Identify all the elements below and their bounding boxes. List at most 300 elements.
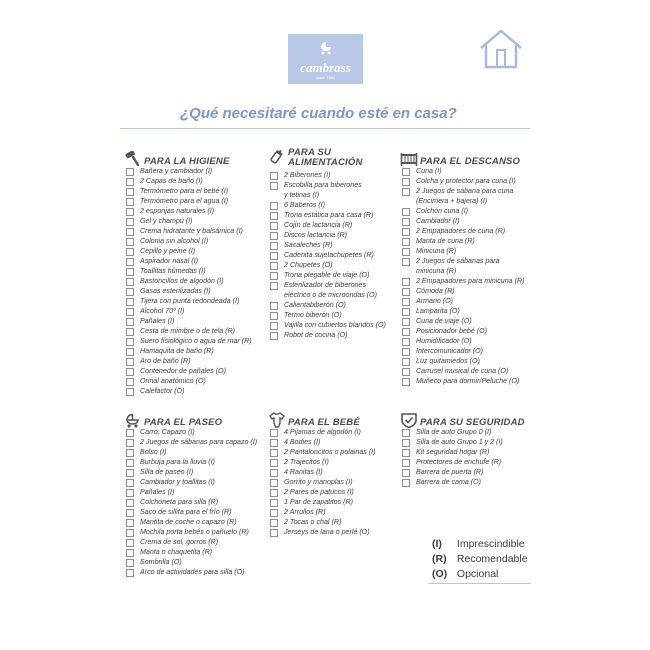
legend-code: (R)	[432, 553, 447, 565]
checklist-item-label: 2 esponjas naturales (I)	[140, 207, 215, 215]
checklist-item	[124, 226, 264, 236]
checkbox[interactable]	[126, 479, 134, 487]
checkbox[interactable]	[402, 178, 410, 186]
checklist-item	[400, 467, 540, 477]
home-icon	[478, 28, 524, 70]
checklist-item	[268, 300, 396, 310]
checklist	[400, 427, 540, 487]
checkbox[interactable]	[270, 282, 278, 290]
checkbox[interactable]	[126, 529, 134, 537]
section-paseo	[124, 412, 264, 577]
checklist-item-label: 4 Ranitas (I)	[284, 468, 323, 476]
checklist-item-label: 2 Pantaloncitos o polainas (I)	[284, 448, 376, 456]
checklist-item	[124, 326, 264, 336]
checkbox[interactable]	[402, 338, 410, 346]
checklist-item-label: 2 Juegos de sábanas para minicuna (R)	[416, 257, 500, 275]
checkbox[interactable]	[126, 318, 134, 326]
checklist-item-label: Protectores de enchufe (R)	[416, 458, 502, 466]
checklist-item-label: 2 Empapadores de cuna (R)	[416, 227, 506, 235]
checklist-item-label: Manta de cuna (R)	[416, 237, 475, 245]
checkbox[interactable]	[402, 308, 410, 316]
checklist-item	[124, 176, 264, 186]
checkbox[interactable]	[402, 218, 410, 226]
section-title: PARA SU SEGURIDAD	[420, 417, 525, 428]
legend-row	[432, 537, 528, 552]
checklist-item-label: Aro de baño (R)	[140, 357, 191, 365]
checklist-item-label: Esterilizador de biberones eléctrico o de microondas (O)	[284, 281, 378, 299]
checkbox[interactable]	[126, 208, 134, 216]
checklist-item-label: Barrera de cama (O)	[416, 478, 482, 486]
checklist-item-label: Cojín de lactancia (R)	[284, 221, 353, 229]
checklist-item-label: Silla de paseo (I)	[140, 468, 194, 476]
checklist-item	[268, 497, 396, 507]
checklist-item-label: Gasas esterilizadas (I)	[140, 287, 211, 295]
checklist-item-label: Cadenita sujetachupetes (R)	[284, 251, 374, 259]
checkbox[interactable]	[126, 288, 134, 296]
checklist-item-label: Intercomunicador (O)	[416, 347, 484, 355]
checklist-item-label: 2 Trajecitos (I)	[284, 458, 329, 466]
checklist-item	[400, 276, 540, 286]
logo-since-text: since 1984	[315, 75, 336, 80]
checklist-item-label: Mochila porta bebés o pañuelo (R)	[140, 528, 249, 536]
section-descanso	[400, 151, 540, 386]
checklist-item-label: Arco de actividades para silla (O)	[140, 568, 245, 576]
checklist-item	[268, 427, 396, 437]
legend-divider	[428, 583, 531, 584]
checklist-item	[124, 286, 264, 296]
checklist-item-label: Cepillo y peine (I)	[140, 247, 196, 255]
checklist-item	[400, 226, 540, 236]
checkbox[interactable]	[270, 332, 278, 340]
checklist	[124, 427, 264, 577]
checklist-item-label: 2 Tocas o chal (R)	[284, 518, 342, 526]
checkbox[interactable]	[126, 248, 134, 256]
checkbox[interactable]	[402, 479, 410, 487]
checklist-item-label: Cómoda (R)	[416, 287, 455, 295]
checkbox[interactable]	[126, 198, 134, 206]
checklist-item	[124, 477, 264, 487]
checklist-item	[124, 166, 264, 176]
checklist-item-label: Sacaleches (R)	[284, 241, 333, 249]
checklist-item	[124, 366, 264, 376]
checklist-item	[400, 376, 540, 386]
checkbox[interactable]	[402, 348, 410, 356]
pram-logo-icon	[319, 41, 333, 55]
checkbox[interactable]	[270, 519, 278, 527]
checklist-item	[268, 330, 396, 340]
checklist-item-label: Muñeco para dormir/Peluche (O)	[416, 377, 520, 385]
checklist-item-label: Mantita de coche o capazo (R)	[140, 518, 237, 526]
checklist-item	[124, 437, 264, 447]
checkbox[interactable]	[126, 459, 134, 467]
checklist-item	[400, 216, 540, 226]
checklist-item-label: Contenedor de pañales (O)	[140, 367, 226, 375]
checklist-item-label: Suero fisiológico o agua de mar (R)	[140, 337, 252, 345]
checklist-item	[124, 236, 264, 246]
section-alimentacion	[268, 148, 396, 340]
checklist-item	[124, 346, 264, 356]
section-title: PARA LA HIGIENE	[144, 156, 230, 167]
checklist-item	[268, 467, 396, 477]
checklist-item-label: Carrusel musical de cuna (O)	[416, 367, 509, 375]
checklist	[124, 166, 264, 396]
checklist-item-label: Humidificador (O)	[416, 337, 472, 345]
checkbox[interactable]	[126, 178, 134, 186]
legend-row	[432, 567, 528, 582]
checklist-item	[124, 517, 264, 527]
checkbox[interactable]	[270, 242, 278, 250]
checklist-item	[124, 537, 264, 547]
checkbox[interactable]	[126, 268, 134, 276]
checklist-item-label: Carro: Capazo (I)	[140, 428, 195, 436]
checklist-item-label: Termo biberón (O)	[284, 311, 342, 319]
checklist-item	[124, 497, 264, 507]
checklist-item	[400, 166, 540, 176]
checklist-item	[268, 517, 396, 527]
checkbox[interactable]	[270, 222, 278, 230]
legend	[432, 537, 528, 582]
checklist-item	[268, 270, 396, 280]
checkbox[interactable]	[126, 358, 134, 366]
checklist-item	[400, 256, 540, 276]
checkbox[interactable]	[270, 252, 278, 260]
checkbox[interactable]	[126, 519, 134, 527]
checklist-item-label: Minicuna (R)	[416, 247, 457, 255]
checkbox[interactable]	[126, 439, 134, 447]
checklist-item	[124, 276, 264, 286]
checklist-item-label: Hamaquita de baño (R)	[140, 347, 214, 355]
checklist-item	[268, 240, 396, 250]
checkbox[interactable]	[126, 278, 134, 286]
checkbox[interactable]	[270, 469, 278, 477]
checkbox[interactable]	[126, 168, 134, 176]
checklist-item-label: 4 Bodies (I)	[284, 438, 321, 446]
checkbox[interactable]	[402, 328, 410, 336]
checkbox[interactable]	[402, 228, 410, 236]
checklist-item-label: Gel y champú (I)	[140, 217, 193, 225]
checklist-item	[400, 366, 540, 376]
checklist-item	[124, 216, 264, 226]
checklist-item	[124, 206, 264, 216]
checklist-item-label: Saco de sillita para el frío (R)	[140, 508, 232, 516]
checklist-item-label: Cambiador (I)	[416, 217, 460, 225]
checkbox[interactable]	[126, 328, 134, 336]
checklist-item	[268, 507, 396, 517]
checklist-item	[400, 477, 540, 487]
checklist-item	[400, 457, 540, 467]
checkbox[interactable]	[402, 449, 410, 457]
checklist-item	[268, 280, 396, 300]
checkbox[interactable]	[126, 549, 134, 557]
checklist-item	[400, 286, 540, 296]
legend-code: (O)	[432, 568, 448, 580]
checkbox[interactable]	[270, 172, 278, 180]
checkbox[interactable]	[126, 539, 134, 547]
legend-code: (I)	[432, 538, 442, 550]
checklist-item-label: 2 Juegos de sábana para cuna (Encimera + bajera) (I)	[416, 187, 514, 205]
checkbox[interactable]	[270, 322, 278, 330]
checklist-item	[400, 296, 540, 306]
checkbox[interactable]	[126, 509, 134, 517]
checkbox[interactable]	[402, 429, 410, 437]
checkbox[interactable]	[126, 258, 134, 266]
checklist-item	[400, 346, 540, 356]
checklist-item-label: Trona estática para casa (R)	[284, 211, 374, 219]
checklist-item-label: 6 Baberos (I)	[284, 201, 326, 209]
checkbox[interactable]	[126, 338, 134, 346]
checkbox[interactable]	[126, 378, 134, 386]
checklist-item	[124, 507, 264, 517]
checkbox[interactable]	[126, 238, 134, 246]
hairbrush-icon	[124, 151, 142, 167]
checklist-item-label: 4 Pijamas de algodón (I)	[284, 428, 361, 436]
checklist-item	[400, 336, 540, 346]
checkbox[interactable]	[126, 308, 134, 316]
legend-label: Recomendable	[456, 553, 528, 565]
checkbox[interactable]	[270, 212, 278, 220]
checkbox[interactable]	[126, 469, 134, 477]
section-bebe	[268, 412, 396, 537]
checklist-item	[400, 326, 540, 336]
checkbox[interactable]	[126, 499, 134, 507]
checklist-item-label: Colchón cuna (I)	[416, 207, 469, 215]
checkbox[interactable]	[270, 479, 278, 487]
checkbox[interactable]	[402, 248, 410, 256]
checkbox[interactable]	[402, 318, 410, 326]
checklist-item-label: 2 Chupetes (O)	[284, 261, 333, 269]
checklist-item	[400, 176, 540, 186]
checklist-item-label: Gorrito y manoplas (I)	[284, 478, 353, 486]
checklist-item	[124, 306, 264, 316]
checklist-item	[124, 487, 264, 497]
checkbox[interactable]	[402, 469, 410, 477]
checklist-item	[124, 186, 264, 196]
checkbox[interactable]	[126, 569, 134, 577]
cambrass-logo	[288, 34, 363, 84]
checkbox[interactable]	[270, 272, 278, 280]
checklist-item-label: Silla de auto Grupo 1 y 2 (I)	[416, 438, 503, 446]
checklist-item-label: Tijera con punta redondeada (I)	[140, 297, 240, 305]
checklist-item	[400, 206, 540, 216]
checklist-item-label: 2 Capas de baño (I)	[140, 177, 203, 185]
checkbox[interactable]	[402, 459, 410, 467]
checklist	[400, 166, 540, 386]
checklist-item-label: Calefactor (O)	[140, 387, 185, 395]
page-title: ¿Qué necesitaré cuando esté en casa?	[180, 105, 457, 122]
checklist-item-label: Colcha y protector para cuna (I)	[416, 177, 516, 185]
checklist-item-label: 2 Pares de patucos (I)	[284, 488, 354, 496]
checkbox[interactable]	[126, 449, 134, 457]
title-divider	[120, 128, 530, 129]
checklist-item	[400, 316, 540, 326]
checklist-item-label: Alcohol 70º (I)	[140, 307, 185, 315]
checklist-item-label: Termómetro para el agua (I)	[140, 197, 229, 205]
checklist-item	[400, 437, 540, 447]
checkbox[interactable]	[270, 182, 278, 190]
checklist-item	[268, 170, 396, 180]
checklist-item-label: Discos lactancia (R)	[284, 231, 348, 239]
checklist-item-label: Sombrilla (O)	[140, 558, 182, 566]
checkbox[interactable]	[126, 429, 134, 437]
checklist-item	[268, 180, 396, 200]
checklist-item-label: Termómetro para el bebé (I)	[140, 187, 229, 195]
crib-icon	[400, 151, 418, 167]
section-seguridad	[400, 412, 540, 487]
checklist-item-label: Crema hidratante y balsámica (I)	[140, 227, 243, 235]
checklist-item-label: Cambiador y toallitas (I)	[140, 478, 215, 486]
checkbox[interactable]	[126, 489, 134, 497]
checklist-item-label: Crema de sol, gorros (R)	[140, 538, 219, 546]
checkbox[interactable]	[402, 238, 410, 246]
checklist-item	[400, 186, 540, 206]
checklist-item	[400, 447, 540, 457]
checkbox[interactable]	[402, 208, 410, 216]
checklist-item	[124, 376, 264, 386]
checklist-item	[124, 266, 264, 276]
checkbox[interactable]	[126, 368, 134, 376]
checkbox[interactable]	[402, 278, 410, 286]
checklist-item	[268, 487, 396, 497]
checkbox[interactable]	[126, 228, 134, 236]
checklist-item	[268, 437, 396, 447]
checkbox[interactable]	[402, 188, 410, 196]
checklist-item-label: Barrera de puerta (R)	[416, 468, 484, 476]
checkbox[interactable]	[402, 378, 410, 386]
checkbox[interactable]	[402, 168, 410, 176]
checkbox[interactable]	[126, 348, 134, 356]
checkbox[interactable]	[402, 258, 410, 266]
checklist-item-label: Pañales (I)	[140, 317, 175, 325]
checklist-item	[124, 316, 264, 326]
stroller-icon	[124, 412, 142, 428]
checklist-item	[124, 467, 264, 477]
checklist-item	[268, 447, 396, 457]
checklist-item-label: Escobilla para biberones y tetinas (I)	[284, 181, 362, 199]
legend-row	[432, 552, 528, 567]
checklist-item	[124, 427, 264, 437]
checklist-item-label: Burbuja para la lluvia (I)	[140, 458, 215, 466]
checklist-item-label: Armario (O)	[416, 297, 454, 305]
checklist-item	[268, 210, 396, 220]
checkbox[interactable]	[126, 188, 134, 196]
checklist-item	[268, 230, 396, 240]
checkbox[interactable]	[270, 529, 278, 537]
checkbox[interactable]	[270, 302, 278, 310]
checklist-item-label: Cuna de viaje (O)	[416, 317, 472, 325]
checklist-item	[400, 246, 540, 256]
checkbox[interactable]	[270, 499, 278, 507]
checklist-item-label: Bolso (I)	[140, 448, 167, 456]
checklist-item-label: 2 Empapadores para minicuna (R)	[416, 277, 525, 285]
checkbox[interactable]	[402, 439, 410, 447]
checklist-item	[268, 310, 396, 320]
checkbox[interactable]	[270, 262, 278, 270]
checklist-item	[124, 336, 264, 346]
checklist-item-label: Calientabiberón (O)	[284, 301, 346, 309]
checklist-item	[400, 236, 540, 246]
checkbox[interactable]	[270, 312, 278, 320]
checkbox[interactable]	[270, 459, 278, 467]
checklist-item	[400, 306, 540, 316]
checklist-item	[124, 246, 264, 256]
checklist-item-label: Pañales (I)	[140, 488, 175, 496]
checklist-item-label: Cuna (I)	[416, 167, 442, 175]
legend-label: Opcional	[456, 568, 499, 580]
checklist-item	[268, 477, 396, 487]
checklist-item	[124, 356, 264, 366]
checkbox[interactable]	[270, 489, 278, 497]
checkbox[interactable]	[270, 439, 278, 447]
checklist-item	[400, 356, 540, 366]
checklist-item-label: Colchoneta para silla (R)	[140, 498, 219, 506]
checklist-item-label: Bañera y cambiador (I)	[140, 167, 213, 175]
baby-bottle-icon	[268, 148, 286, 164]
checkbox[interactable]	[270, 429, 278, 437]
checklist-item-label: 2 Biberones (I)	[284, 171, 331, 179]
checkbox[interactable]	[270, 449, 278, 457]
checklist-item-label: Vajilla con cubiertos blandos (O)	[284, 321, 386, 329]
checklist-item-label: Toallitas húmedas (I)	[140, 267, 206, 275]
checklist-item-label: Colonia sin alcohol (I)	[140, 237, 209, 245]
checklist-item	[268, 260, 396, 270]
checkbox[interactable]	[402, 358, 410, 366]
checklist-item	[124, 296, 264, 306]
checklist-item	[124, 547, 264, 557]
checklist-item-label: 2 Juegos de sábanas para capazo (I)	[140, 438, 258, 446]
section-title: PARA EL BEBÉ	[288, 417, 360, 428]
checkbox[interactable]	[402, 368, 410, 376]
legend-label: Imprescindible	[456, 538, 525, 550]
checklist-item-label: Luz quitamiedos (O)	[416, 357, 480, 365]
checkbox[interactable]	[126, 388, 134, 396]
checkbox[interactable]	[126, 298, 134, 306]
checklist-item	[400, 427, 540, 437]
shield-icon	[400, 412, 418, 428]
checklist-item-label: Kit seguridad hogar (R)	[416, 448, 490, 456]
checklist-item-label: Silla de auto Grupo 0 (I)	[416, 428, 492, 436]
checkbox[interactable]	[402, 298, 410, 306]
checklist-item	[124, 386, 264, 396]
section-title: PARA EL DESCANSO	[420, 156, 521, 167]
checklist-item	[124, 527, 264, 537]
checkbox[interactable]	[126, 218, 134, 226]
checklist-item	[268, 200, 396, 210]
checkbox[interactable]	[126, 559, 134, 567]
checklist-item	[268, 250, 396, 260]
checkbox[interactable]	[402, 288, 410, 296]
checklist-item-label: Manta o chaquetita (R)	[140, 548, 213, 556]
checklist-item-label: Orinal anatómico (O)	[140, 377, 206, 385]
checklist-item-label: 1 Par de zapatitos (R)	[284, 498, 353, 506]
checkbox[interactable]	[270, 202, 278, 210]
checklist-item	[268, 320, 396, 330]
checklist-item-label: Bastoncillos de algodón (I)	[140, 277, 224, 285]
checklist-item-label: Lamparita (O)	[416, 307, 460, 315]
checkbox[interactable]	[270, 509, 278, 517]
checklist-item-label: Posicionador bebé (O)	[416, 327, 487, 335]
logo-brand-text: cambrass	[300, 60, 351, 75]
checkbox[interactable]	[270, 232, 278, 240]
section-higiene	[124, 151, 264, 396]
checklist-item	[124, 557, 264, 567]
checklist-item	[124, 196, 264, 206]
checklist-item-label: Jerseys de lana o perlé (O)	[284, 528, 370, 536]
checklist-item-label: Robot de cocina (O)	[284, 331, 348, 339]
checklist	[268, 170, 396, 340]
checklist-item-label: Aspirador nasal (I)	[140, 257, 198, 265]
checklist-item	[124, 457, 264, 467]
checklist-item-label: Cesta de mimbre o de tela (R)	[140, 327, 236, 335]
